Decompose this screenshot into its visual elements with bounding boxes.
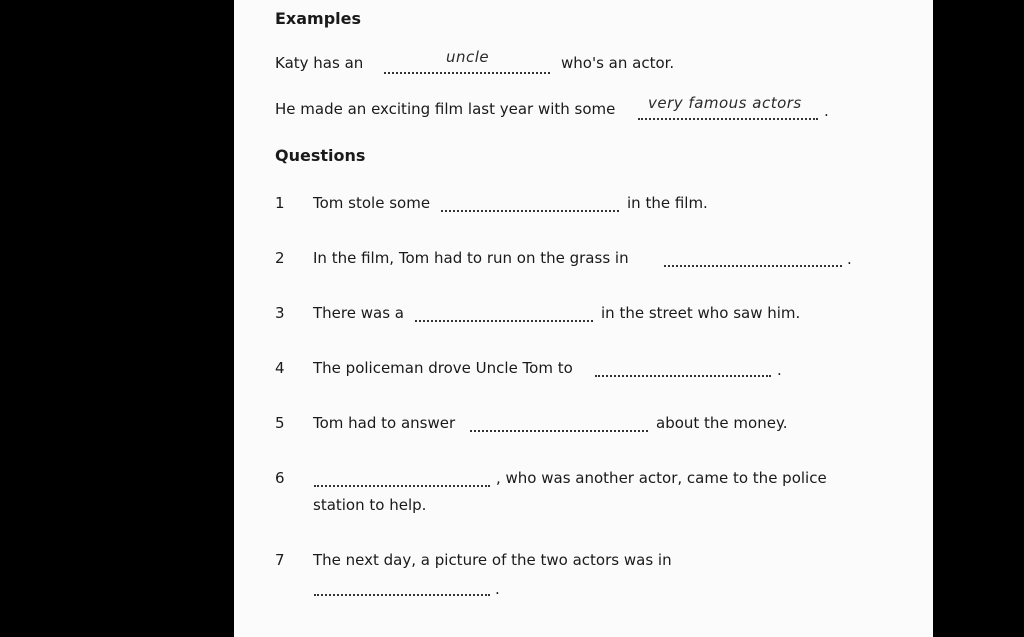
example-1-after: who's an actor. (561, 54, 675, 72)
question-5-before: Tom had to answer (313, 414, 456, 432)
questions-heading: Questions (275, 146, 366, 165)
example-1-before: Katy has an (275, 54, 364, 72)
question-number: 2 (275, 249, 285, 267)
examples-heading: Examples (275, 9, 362, 28)
question-number: 4 (275, 359, 285, 377)
question-6-continuation: station to help. (313, 496, 427, 514)
question-1-blank[interactable] (441, 210, 619, 212)
example-1-blank (384, 72, 550, 74)
question-1-after: in the film. (627, 194, 708, 212)
question-5-blank[interactable] (470, 430, 648, 432)
question-7-blank[interactable] (314, 594, 490, 596)
example-1-answer: uncle (446, 48, 490, 66)
example-2-before: He made an exciting film last year with some (275, 100, 616, 118)
example-2-blank (638, 118, 818, 120)
question-4-after: . (777, 361, 782, 379)
question-4-blank[interactable] (595, 375, 771, 377)
question-number: 3 (275, 304, 285, 322)
question-1-before: Tom stole some (313, 194, 431, 212)
question-3-before: There was a (313, 304, 404, 322)
question-2-before: In the film, Tom had to run on the grass in (313, 249, 629, 267)
question-7-before: The next day, a picture of the two actors was in (313, 551, 672, 569)
example-2-answer: very famous actors (648, 94, 802, 112)
question-number: 7 (275, 551, 285, 569)
question-number: 1 (275, 194, 285, 212)
question-3-blank[interactable] (415, 320, 593, 322)
question-number: 6 (275, 469, 285, 487)
question-number: 5 (275, 414, 285, 432)
question-6-blank[interactable] (314, 485, 490, 487)
question-2-after: . (847, 250, 852, 268)
worksheet-page (234, 0, 933, 637)
example-2-after: . (824, 102, 829, 120)
question-2-blank[interactable] (664, 265, 842, 267)
question-3-after: in the street who saw him. (601, 304, 801, 322)
question-6-after: , who was another actor, came to the police (496, 469, 827, 487)
question-7-after: . (495, 580, 500, 598)
question-5-after: about the money. (656, 414, 788, 432)
question-4-before: The policeman drove Uncle Tom to (313, 359, 573, 377)
